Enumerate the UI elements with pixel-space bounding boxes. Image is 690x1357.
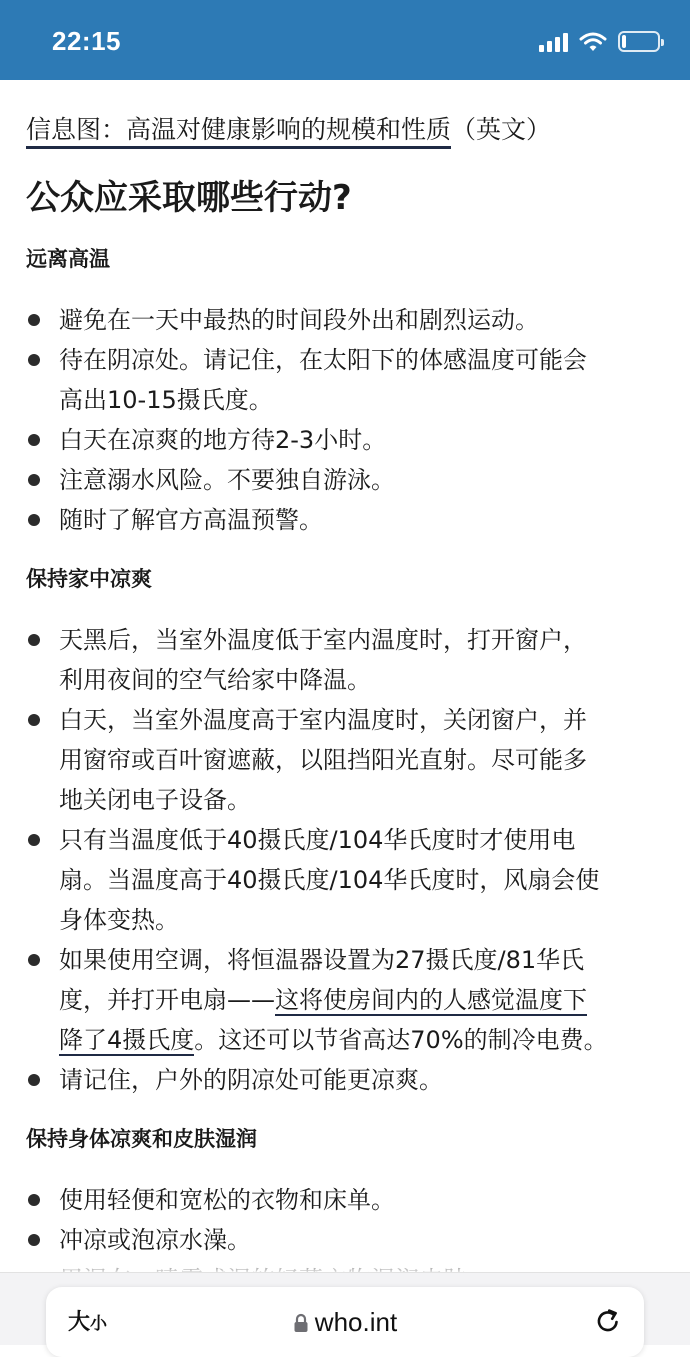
domain-text: who.int	[314, 1307, 398, 1337]
list-item: 注意溺水风险。不要独自游泳。	[26, 460, 666, 500]
status-bar	[0, 0, 690, 80]
lock-icon	[293, 1313, 309, 1333]
infographic-link[interactable]: 信息图：高温对健康影响的规模和性质	[26, 115, 451, 149]
infographic-link-line	[26, 112, 551, 148]
address-bar[interactable]	[46, 1287, 644, 1357]
battery-level-fill	[622, 35, 626, 48]
list-item: 如果使用空调，将恒温器设置为27摄氏度/81华氏 度，并打开电扇——这将使房间内的人感觉温度下 降了4摄氏度。这还可以节省高达70%的制冷电费。	[26, 940, 666, 1060]
list-item: 白天，当室外温度高于室内温度时，关闭窗户，并 用窗帘或百叶窗遮蔽，以阻挡阳光直射。尽可能多 地关闭电子设备。	[26, 700, 666, 820]
list-item: 避免在一天中最热的时间段外出和剧烈运动。	[26, 300, 666, 340]
status-icons	[539, 30, 660, 52]
article-content	[0, 80, 690, 1275]
link-language-note: （英文）	[451, 115, 552, 144]
bullet-list-stay-away-heat	[26, 300, 666, 540]
ac-effect-link-cont[interactable]: 降了4摄氏度	[59, 1026, 195, 1054]
section-title-keep-home-cool: 保持家中凉爽	[26, 567, 152, 591]
battery-icon	[618, 31, 660, 52]
bullet-list-keep-home-cool	[26, 620, 666, 1100]
domain-display[interactable]	[46, 1307, 644, 1338]
list-item: 白天在凉爽的地方待2-3小时。	[26, 420, 666, 460]
list-item: 只有当温度低于40摄氏度/104华氏度时才使用电 扇。当温度高于40摄氏度/104华氏度时，风扇会使 身体变热。	[26, 820, 666, 940]
list-item: 待在阴凉处。请记住，在太阳下的体感温度可能会 高出10-15摄氏度。	[26, 340, 666, 420]
list-item: 随时了解官方高温预警。	[26, 500, 666, 540]
list-item: 请记住，户外的阴凉处可能更凉爽。	[26, 1060, 666, 1100]
list-item: 使用轻便和宽松的衣物和床单。	[26, 1180, 666, 1220]
signal-bars-icon	[539, 32, 568, 52]
wifi-icon	[580, 32, 606, 52]
section-title-stay-away-heat: 远离高温	[26, 247, 110, 271]
status-time: 22:15	[52, 26, 121, 56]
reload-icon[interactable]	[594, 1307, 622, 1335]
ac-effect-link[interactable]: 这将使房间内的人感觉温度下	[275, 986, 587, 1014]
browser-bottom-bar	[0, 1272, 690, 1345]
page-heading: 公众应采取哪些行动?	[26, 178, 352, 218]
text-size-button[interactable]: 大小	[68, 1310, 108, 1335]
list-item: 冲凉或泡凉水澡。	[26, 1220, 666, 1260]
section-title-keep-body-cool: 保持身体凉爽和皮肤湿润	[26, 1127, 257, 1151]
list-item: 天黑后，当室外温度低于室内温度时，打开窗户， 利用夜间的空气给家中降温。	[26, 620, 666, 700]
